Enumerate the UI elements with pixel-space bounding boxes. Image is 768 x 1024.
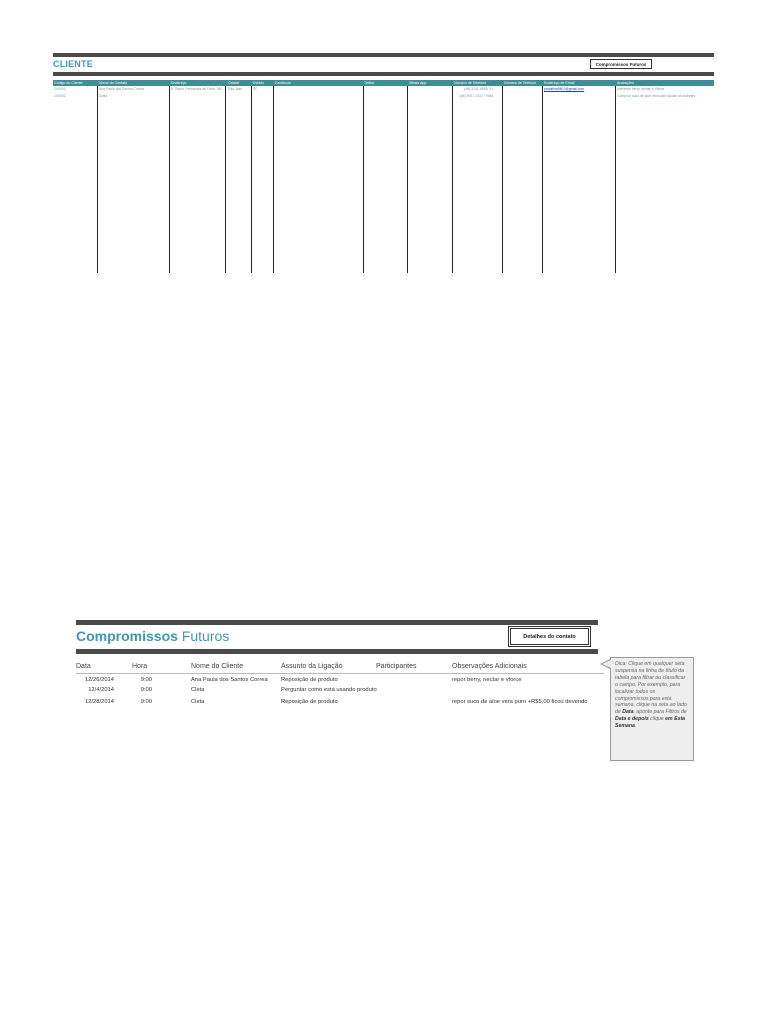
- cell-hora[interactable]: 9:00: [140, 677, 152, 683]
- tip-text: .: [634, 723, 637, 730]
- col-endereco[interactable]: Endereço: [171, 81, 187, 85]
- cell-data[interactable]: 12/26/2014: [84, 677, 114, 683]
- col-telefone-1[interactable]: Número de Telefone: [454, 81, 487, 85]
- tip-callout: [610, 657, 694, 761]
- col-whatsapp[interactable]: Whats App: [409, 81, 427, 85]
- col-assunto[interactable]: Assunto da Ligação: [281, 663, 343, 670]
- detalhes-contato-button[interactable]: Detalhes do contato: [510, 628, 589, 645]
- cell-anotacoes[interactable]: Interesse berry, nectar e Vfórce: [617, 87, 665, 91]
- column-divider: [452, 86, 453, 273]
- cell-anotacoes[interactable]: Comprou suco de aloe vera para ajudar na diabetes: [617, 94, 696, 98]
- column-divider: [363, 86, 364, 273]
- column-divider: [169, 86, 170, 273]
- compromissos-top-bar: [76, 620, 598, 625]
- tip-pointer-fill: [602, 660, 611, 668]
- column-divider: [542, 86, 543, 273]
- cell-nome[interactable]: Ana Paula dos Santos Correa: [99, 87, 144, 91]
- column-divider: [251, 86, 252, 273]
- cell-data[interactable]: 12/4/2014: [88, 687, 114, 693]
- col-twitter[interactable]: Twitter: [364, 81, 375, 85]
- header-underline: [76, 673, 604, 674]
- tip-bold-data: Data: [622, 709, 634, 716]
- cell-codigo[interactable]: 1V0001: [54, 87, 66, 91]
- compromissos-title: [76, 628, 229, 644]
- cell-telefone-1[interactable]: (48) 9907-2447 / 7966: [459, 94, 493, 98]
- tip-text: Dica: Clique em qualquer seta suspensa na linha de título da tabela para filtrar ou classificar o campo. Por exemplo, para localizar todos os compromissos para esta semana, clique na seta ao lado de: [615, 661, 687, 716]
- tip-text: clique: [648, 716, 666, 723]
- cell-nome[interactable]: Cleta: [191, 699, 205, 705]
- col-anotacoes[interactable]: Anotações: [617, 81, 634, 85]
- col-telefone-2[interactable]: Número de Telefone: [504, 81, 537, 85]
- col-participantes[interactable]: Participantes: [376, 663, 417, 670]
- cell-data[interactable]: 12/28/2014: [84, 699, 114, 705]
- col-nome-contato[interactable]: Nome do Contato: [99, 81, 128, 85]
- col-estado[interactable]: Estado: [253, 81, 265, 85]
- cell-nome[interactable]: Cleta: [191, 687, 205, 693]
- cell-whatsapp[interactable]: [408, 87, 452, 92]
- tip-bold-filtros: Data e depois: [615, 716, 649, 723]
- cell-telefone-1[interactable]: (48) 3241-6583/ 01: [464, 87, 493, 91]
- column-divider: [407, 86, 408, 273]
- column-divider: [615, 86, 616, 273]
- cell-observacoes[interactable]: repor berry, nectar e vforce: [452, 677, 522, 683]
- cliente-top-bar: [53, 53, 714, 57]
- title-bold: Compromissos: [76, 628, 178, 644]
- title-light: Futuros: [181, 628, 230, 644]
- column-divider: [502, 86, 503, 273]
- cliente-title: CLIENTE: [53, 59, 93, 69]
- cliente-bottom-bar: [53, 72, 714, 76]
- compromissos-bottom-bar: [76, 649, 598, 654]
- col-facebook[interactable]: Facebook: [275, 81, 291, 85]
- col-email[interactable]: Endereço de Email: [544, 81, 575, 85]
- cell-nome[interactable]: Ana Paula dos Santos Correa: [191, 677, 268, 683]
- cell-cidade[interactable]: São José: [228, 87, 243, 91]
- cell-assunto[interactable]: Perguntar como está usando produto: [281, 687, 377, 693]
- col-codigo-cliente[interactable]: Código do Cliente: [54, 81, 83, 85]
- col-observacoes[interactable]: Observações Adicionais: [452, 663, 527, 670]
- cell-assunto[interactable]: Reposição de produto: [281, 699, 338, 705]
- tip-text: , aponte para Filtros de: [633, 709, 687, 716]
- col-hora[interactable]: Hora: [132, 663, 148, 670]
- cell-email-link[interactable]: paulatina0807@gmail.com: [544, 87, 585, 91]
- cell-hora[interactable]: 9:00: [140, 687, 152, 693]
- compromissos-futuros-button[interactable]: Compromissos Futuros: [590, 59, 652, 69]
- col-cidade[interactable]: Cidade: [228, 81, 240, 85]
- cell-hora[interactable]: 9:00: [140, 699, 152, 705]
- cell-estado[interactable]: SC: [253, 87, 258, 91]
- column-divider: [97, 86, 98, 273]
- column-divider: [225, 86, 226, 273]
- tip-bold-semana: em Esta Semana: [615, 716, 686, 730]
- col-nome-cliente[interactable]: Nome do Cliente: [191, 663, 244, 670]
- cell-codigo[interactable]: 1V0002: [54, 94, 66, 98]
- col-data[interactable]: Data: [76, 663, 91, 670]
- cell-nome[interactable]: Cleta: [99, 94, 107, 98]
- cell-assunto[interactable]: Reposição de produto: [281, 677, 338, 683]
- cell-endereco[interactable]: R. Bento Fernandes de Faria, 340: [171, 87, 223, 91]
- cell-observacoes[interactable]: repor suco de aloe vera puro +R$5,00 ficou devendo: [452, 699, 588, 705]
- column-divider: [273, 86, 274, 273]
